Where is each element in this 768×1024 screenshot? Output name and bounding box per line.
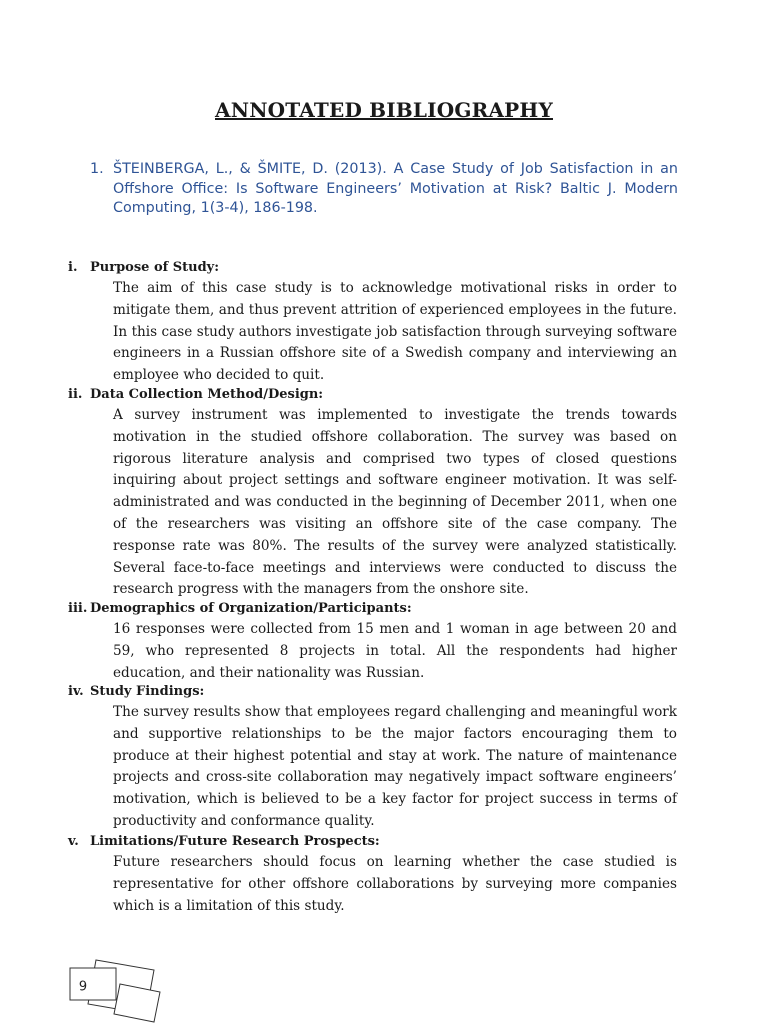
section-numeral: i.: [68, 260, 78, 275]
section-numeral: iv.: [68, 684, 84, 699]
section-body: The survey results show that employees regard challenging and meaningful work and supportive relationships to be the major factors encouraging them to produce at their highest potential and stay at work. The nature of maintenance projects and cross-site collaboration may negatively impact software engineers’ motivation, which is believed to be a key factor for project success in terms of productivity and conformance quality.: [113, 704, 677, 829]
section-findings: [0, 682, 768, 833]
section-numeral: v.: [68, 834, 79, 849]
section-demographics: [0, 599, 768, 684]
section-numeral: ii.: [68, 387, 83, 402]
section-heading: [0, 599, 768, 619]
section-heading-label: Purpose of Study:: [90, 260, 220, 275]
page-number: 6: [78, 976, 88, 992]
section-heading: [0, 258, 768, 278]
citation-entry: [90, 160, 678, 219]
citation-number: 1.: [90, 161, 104, 177]
section-heading-label: Data Collection Method/Design:: [90, 387, 324, 402]
section-body: The aim of this case study is to acknowledge motivational risks in order to mitigate them, and thus prevent attrition of experienced employees in the future. In this case study authors investigate job satisfaction through surveying software engineers in a Russian offshore site of a Swedish company and interviewing an employee who decided to quit.: [113, 280, 677, 384]
citation-text: ŠTEINBERGA, L., & ŠMITE, D. (2013). A Case Study of Job Satisfaction in an Offshore Office: Is Software Engineers’ Motivation at Risk? Baltic J. Modern Computing, 1(3-4), 186-198.: [113, 161, 678, 216]
section-heading: [0, 832, 768, 852]
section-data-collection: [0, 385, 768, 601]
section-heading-label: Limitations/Future Research Prospects:: [90, 834, 380, 849]
section-numeral: iii.: [68, 601, 88, 616]
section-heading: [0, 385, 768, 405]
section-limitations: [0, 832, 768, 917]
section-body: Future researchers should focus on learning whether the case studied is representative for other offshore collaborations by surveying more companies which is a limitation of this study.: [113, 854, 677, 914]
page-number-badge: [62, 956, 172, 1024]
section-heading-label: Study Findings:: [90, 684, 205, 699]
section-body: A survey instrument was implemented to investigate the trends towards motivation in the studied offshore collaboration. The survey was based on rigorous literature analysis and comprised two types of closed questions inquiring about project settings and software engineer motivation. It was self-administrated and was conducted in the beginning of December 2011, when one of the researchers was visiting an offshore site of the case company. The response rate was 80%. The results of the survey were analyzed statistically. Several face-to-face meetings and interviews were conducted to discuss the research progress with the managers from the onshore site.: [113, 407, 677, 598]
section-heading-label: Demographics of Organization/Participants:: [90, 601, 412, 616]
section-heading: [0, 682, 768, 702]
section-body: 16 responses were collected from 15 men and 1 woman in age between 20 and 59, who represented 8 projects in total. All the respondents had higher education, and their nationality was Russian.: [113, 621, 677, 681]
section-purpose: [0, 258, 768, 387]
document-title: ANNOTATED BIBLIOGRAPHY: [215, 98, 553, 122]
